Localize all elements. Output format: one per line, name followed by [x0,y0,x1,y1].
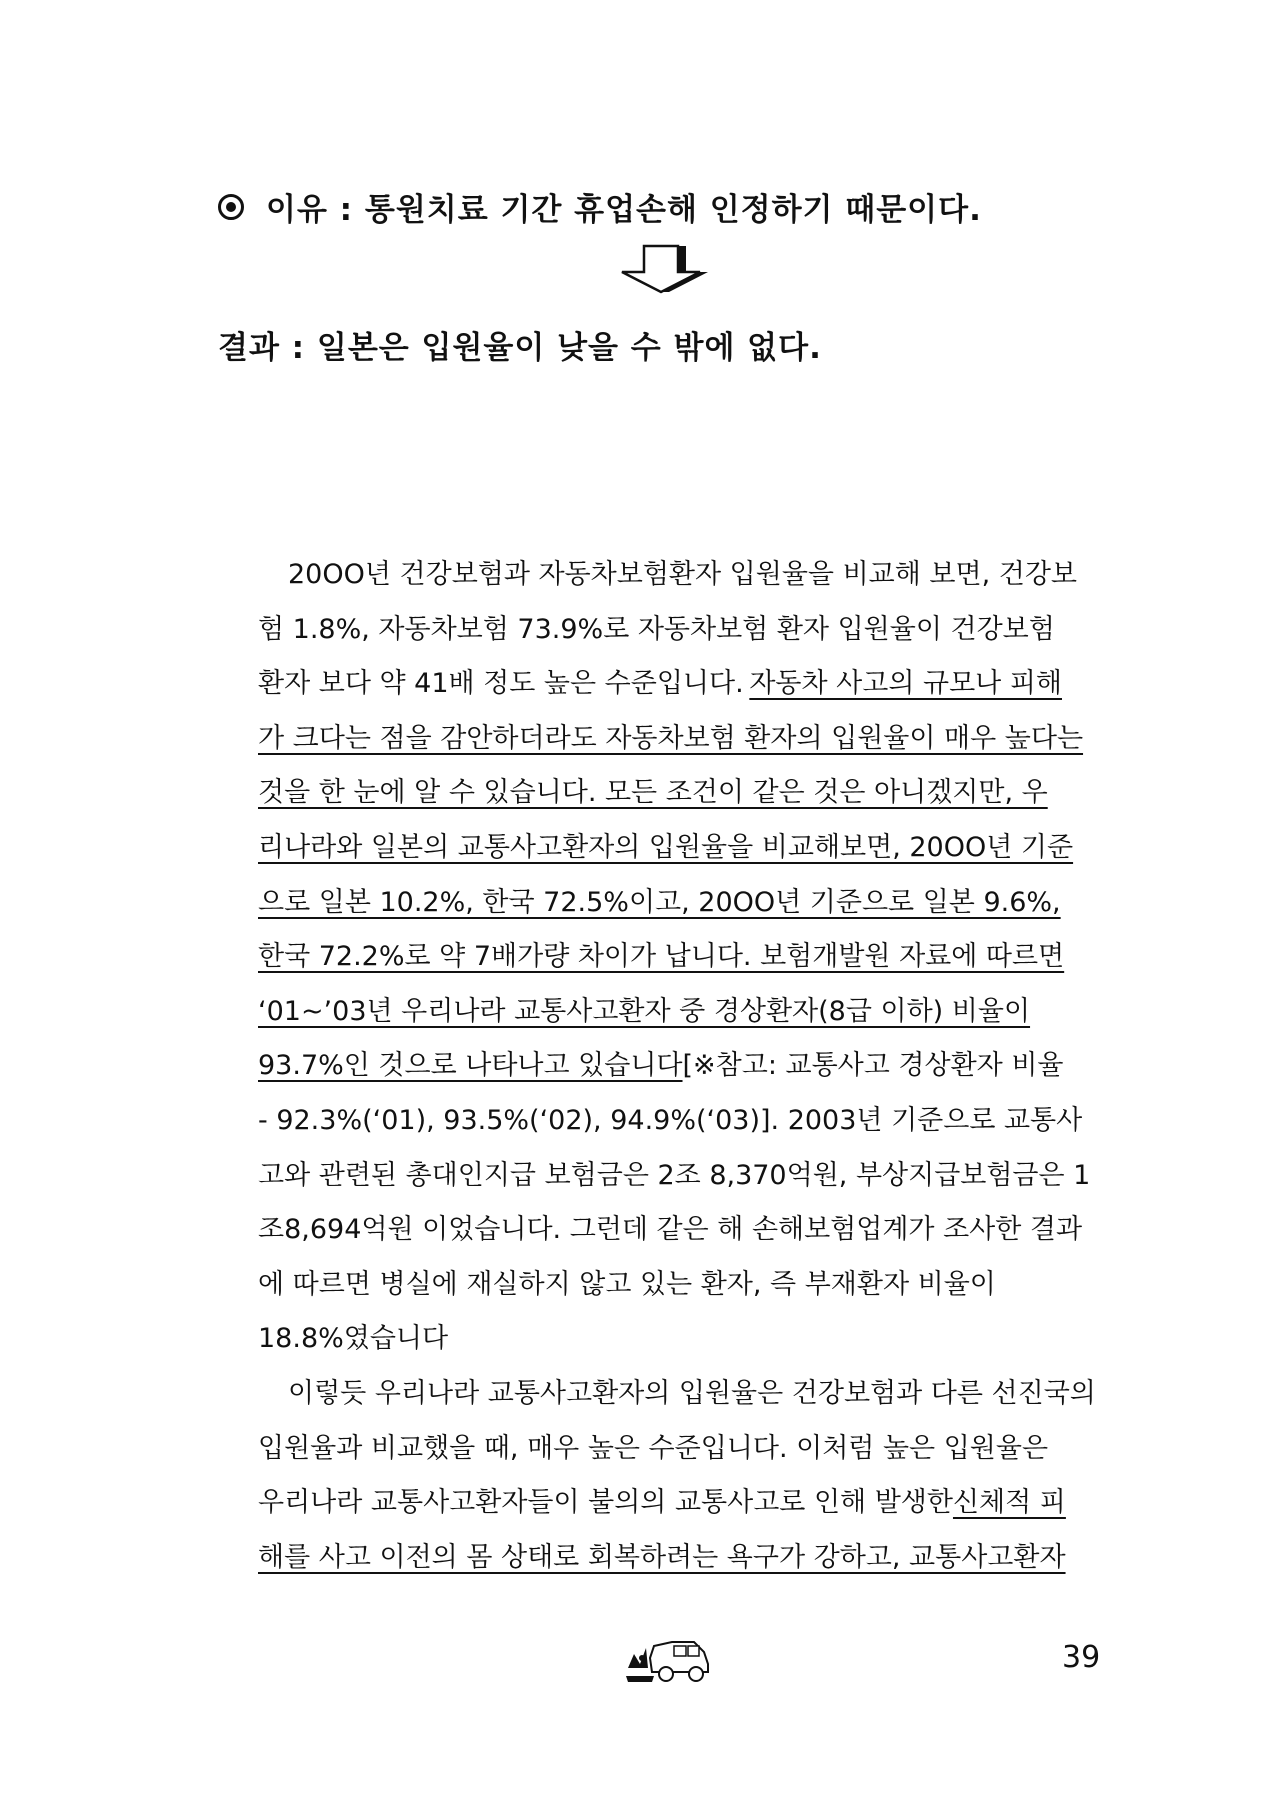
body-line: 가 크다는 점을 감안하더라도 자동차보험 환자의 입원율이 매우 높다는 [258,722,1084,754]
body-segment: 환자 보다 약 41배 정도 높은 수준입니다. [258,668,744,700]
reason-heading [218,184,982,229]
reason-text: 이유 : 통원치료 기간 휴업손해 인정하기 때문이다. [266,192,982,228]
body-line: 해를 사고 이전의 몸 상태로 회복하려는 욕구가 강하고, 교통사고환자 [258,1541,1066,1573]
body-line: ‘01~’03년 우리나라 교통사고환자 중 경상환자(8급 이하) 비율이 [258,995,1031,1027]
body-line [258,657,1062,712]
body-line: 험 1.8%, 자동차보험 73.9%로 자동차보험 환자 입원율이 건강보험 [258,613,1055,645]
body-line [258,1476,1066,1531]
body-line: 한국 72.2%로 약 7배가량 차이가 납니다. 보험개발원 자료에 따르면 [258,941,1065,973]
body-line: 20OO년 건강보험과 자동차보험환자 입원율을 비교해 보면, 건강보 [288,559,1077,590]
underlined-segment: 93.7%인 것으로 나타나고 있습니다 [258,1050,683,1082]
body-line: 입원율과 비교했을 때, 매우 높은 수준입니다. 이처럼 높은 입원율은 [258,1432,1049,1464]
body-line: 고와 관련된 총대인지급 보험금은 2조 8,370억원, 부상지급보험금은 1 [258,1159,1091,1191]
body-line: 것을 한 눈에 알 수 있습니다. 모든 조건이 같은 것은 아니겠지만, 우 [258,777,1048,809]
page-number: 39 [1062,1640,1101,1675]
body-line: 리나라와 일본의 교통사고환자의 입원율을 비교해보면, 20OO년 기준 [258,831,1074,863]
circle-bullet-icon [218,194,244,220]
body-line: 으로 일본 10.2%, 한국 72.5%이고, 20OO년 기준으로 일본 9.6%, [258,886,1061,918]
body-line: 이렇듯 우리나라 교통사고환자의 입원율은 건강보험과 다른 선진국의 [288,1377,1096,1409]
down-arrow-icon [616,244,708,294]
underlined-segment: 신체적 피 [952,1487,1066,1519]
body-line: 에 따르면 병실에 재실하지 않고 있는 환자, 즉 부재환자 비율이 [258,1268,996,1300]
car-accident-illustration-icon [624,1628,712,1688]
body-segment: 우리나라 교통사고환자들이 불의의 교통사고로 인해 발생한 [258,1487,953,1519]
body-segment: [※참고: 교통사고 경상환자 비율 [682,1050,1064,1082]
body-text [258,548,1096,1585]
body-line: 18.8%였습니다 [258,1323,449,1355]
result-heading: 결과 : 일본은 입원율이 낮을 수 밖에 없다. [218,330,822,366]
body-line: 조8,694억원 이었습니다. 그런데 같은 해 손해보험업계가 조사한 결과 [258,1214,1083,1246]
body-line [258,1039,1062,1094]
underlined-segment: 자동차 사고의 규모나 피해 [749,668,1062,700]
body-line: - 92.3%(‘01), 93.5%(‘02), 94.9%(‘03)]. 2003년 기준으로 교통사 [258,1104,1083,1136]
